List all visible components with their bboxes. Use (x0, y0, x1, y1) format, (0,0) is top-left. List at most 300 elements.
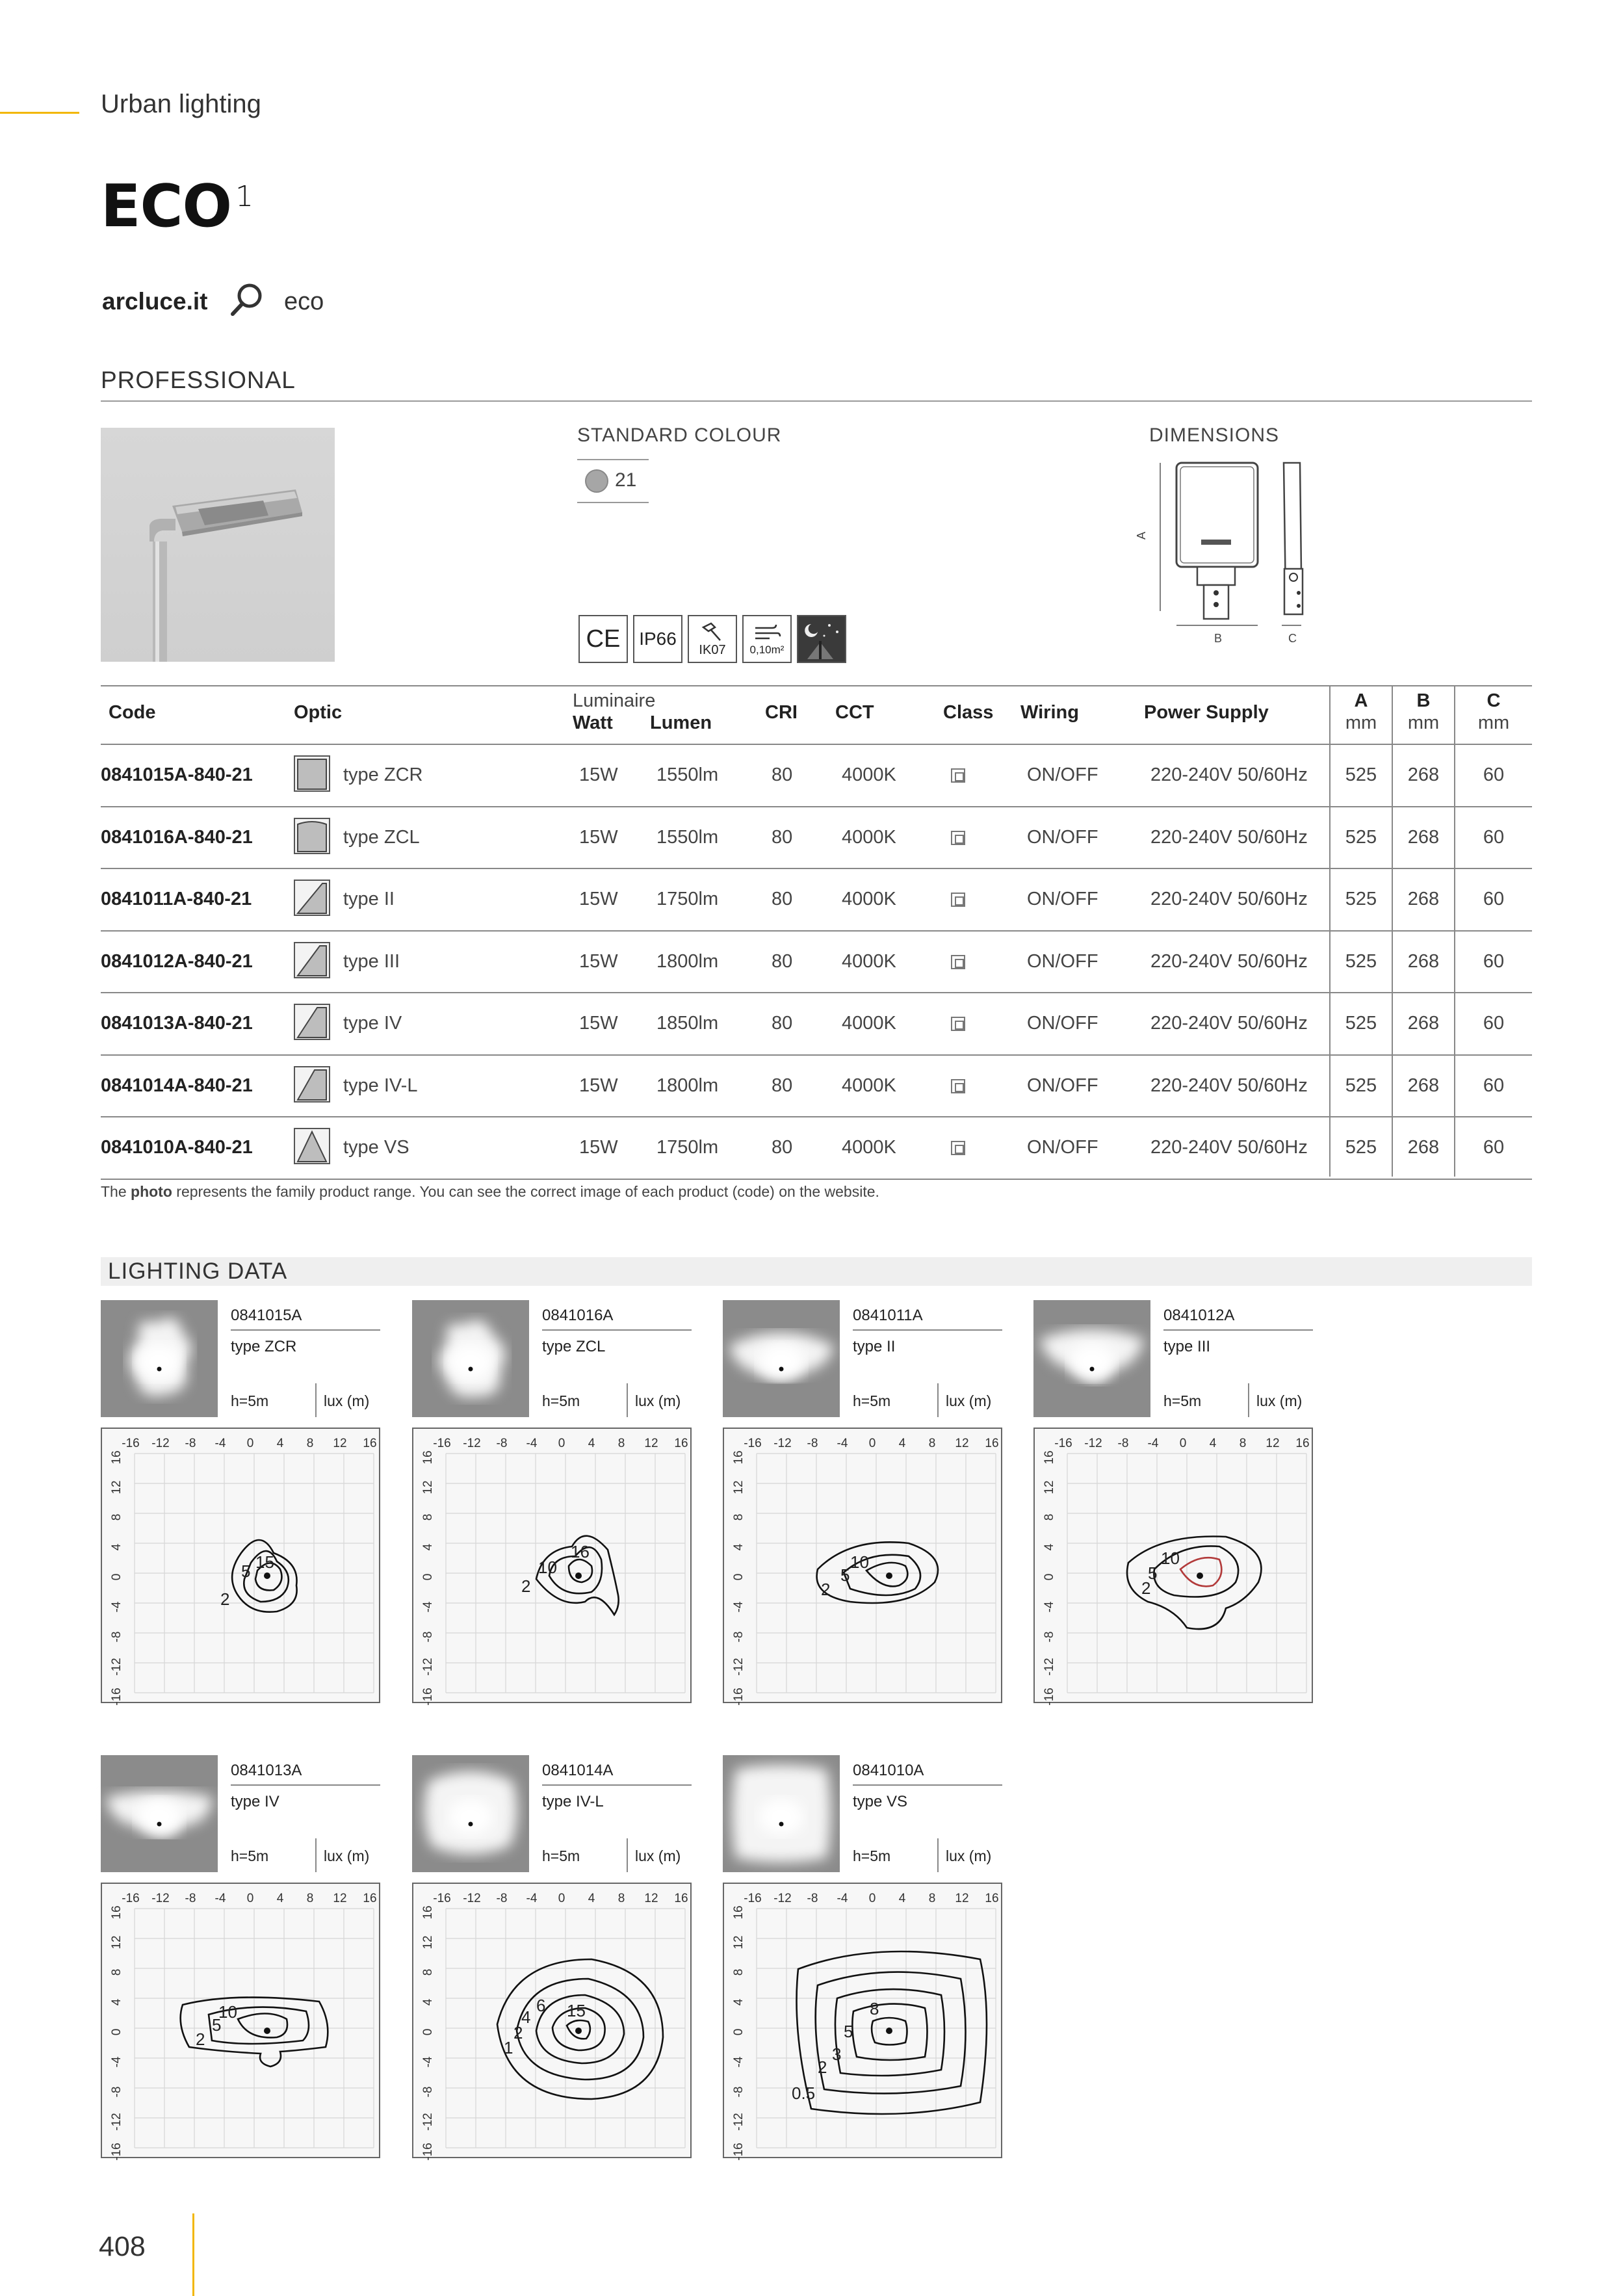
accent-rule (0, 112, 79, 114)
row-lumen: 1800lm (656, 950, 719, 972)
row-dim-c: 60 (1483, 1013, 1505, 1034)
contour-level-label: 2 (513, 2023, 523, 2042)
y-tick-label: 12 (421, 1480, 435, 1494)
light-distribution-thumbnail (412, 1300, 529, 1417)
y-tick-label: -8 (110, 1631, 123, 1643)
isolux-plot (723, 1883, 1002, 2161)
x-tick-label: -16 (744, 1437, 762, 1450)
x-tick-label: -12 (1084, 1437, 1102, 1450)
night-sky-icon (797, 615, 846, 663)
y-tick-label: 0 (110, 2028, 123, 2036)
row-wiring: ON/OFF (1027, 826, 1098, 848)
x-tick-label: 12 (644, 1892, 658, 1905)
card-divider (315, 1383, 317, 1417)
luminaire-position-marker (1197, 1572, 1203, 1579)
card-code: 0841012A (1163, 1307, 1235, 1324)
lighting-data-band (101, 1257, 1532, 1286)
ce-mark-icon (578, 615, 628, 663)
x-tick-label: -12 (463, 1892, 481, 1905)
contour-level-label: 15 (255, 1552, 274, 1572)
x-tick-label: 8 (928, 1892, 936, 1905)
x-tick-label: 16 (674, 1437, 688, 1450)
x-tick-label: 0 (868, 1892, 876, 1905)
contour-level-label: 10 (538, 1558, 557, 1577)
x-tick-label: -8 (185, 1437, 196, 1450)
y-tick-label: 16 (1043, 1450, 1056, 1465)
row-dim-a: 525 (1345, 826, 1377, 848)
contour-level-label: 5 (241, 1561, 251, 1581)
row-dim-b: 268 (1407, 950, 1440, 972)
y-tick-label: -8 (110, 2086, 123, 2098)
row-dim-a: 525 (1345, 1013, 1377, 1034)
contour-level-label: 16 (571, 1542, 590, 1561)
y-tick-label: 12 (421, 1935, 435, 1950)
header-optic: Optic (294, 702, 343, 723)
header-c: C (1487, 690, 1501, 711)
row-dim-b: 268 (1407, 889, 1440, 909)
row-wiring: ON/OFF (1027, 1075, 1098, 1096)
row-watt: 15W (579, 889, 618, 909)
row-dim-a: 525 (1345, 764, 1377, 785)
x-tick-label: -4 (837, 1437, 848, 1450)
lighting-card (1033, 1300, 1313, 1706)
class-ii-icon (951, 831, 965, 845)
card-divider (937, 1383, 939, 1417)
contour-level-label: 2 (196, 2029, 205, 2049)
row-code[interactable]: 0841011A-840-21 (101, 889, 252, 909)
row-dim-c: 60 (1483, 950, 1505, 972)
row-cct: 4000K (842, 889, 896, 909)
note-post: represents the family product range. You can see the correct image of each product (code) on the website. (172, 1183, 879, 1200)
row-cct: 4000K (842, 1075, 896, 1096)
card-type: type IV-L (542, 1793, 604, 1810)
card-code: 0841014A (542, 1762, 614, 1779)
y-tick-label: -12 (110, 2113, 123, 2131)
row-lumen: 1550lm (656, 826, 719, 848)
x-tick-label: 16 (1295, 1437, 1310, 1450)
dimension-a-label: A (1135, 531, 1148, 540)
header-b-unit: mm (1407, 712, 1440, 733)
row-lumen: 1550lm (656, 764, 719, 785)
y-tick-label: -12 (732, 1658, 746, 1676)
x-tick-label: -4 (526, 1437, 538, 1450)
x-tick-label: 8 (617, 1892, 625, 1905)
card-height: h=5m (542, 1392, 580, 1409)
dimension-c-label: C (1288, 632, 1297, 645)
wind-area-text: 0,10m² (749, 644, 785, 656)
contour-level-label: 4 (521, 2007, 531, 2027)
y-tick-label: -16 (421, 2143, 435, 2161)
row-code[interactable]: 0841010A-840-21 (101, 1137, 253, 1158)
y-tick-label: 8 (732, 1968, 746, 1976)
y-tick-label: -4 (110, 1601, 123, 1613)
card-rule (231, 1784, 380, 1786)
x-tick-label: -12 (773, 1437, 792, 1450)
header-luminaire: Luminaire (573, 690, 656, 711)
y-tick-label: 16 (110, 1450, 123, 1465)
header-class: Class (943, 702, 994, 723)
contour-level-label: 2 (818, 2057, 827, 2077)
header-c-unit: mm (1477, 712, 1510, 733)
y-tick-label: 4 (421, 1998, 435, 2006)
y-tick-label: 0 (421, 2028, 435, 2036)
x-tick-label: 0 (246, 1437, 254, 1450)
x-tick-label: 8 (306, 1437, 314, 1450)
card-code: 0841011A (853, 1307, 923, 1324)
card-divider (627, 1383, 628, 1417)
header-watt: Watt (573, 712, 613, 733)
row-code[interactable]: 0841012A-840-21 (101, 950, 253, 972)
x-tick-label: -4 (837, 1892, 848, 1905)
y-tick-label: 4 (1043, 1543, 1056, 1551)
card-height: h=5m (231, 1392, 269, 1409)
isolux-plot (412, 1428, 692, 1706)
x-tick-label: 16 (985, 1437, 999, 1450)
card-height: h=5m (1163, 1392, 1202, 1409)
card-type: type ZCL (542, 1338, 606, 1355)
y-tick-label: -16 (732, 1688, 746, 1706)
y-tick-label: 0 (732, 1573, 746, 1581)
dimension-drawing (1137, 455, 1319, 657)
x-tick-label: -12 (463, 1437, 481, 1450)
contour-level-label: 0.5 (792, 2083, 816, 2103)
y-tick-label: 16 (110, 1905, 123, 1920)
y-tick-label: 12 (110, 1480, 123, 1494)
optic-type-iii-icon (294, 942, 330, 978)
site-link[interactable]: arcluce.it (102, 288, 208, 315)
x-tick-label: 0 (246, 1892, 254, 1905)
row-wiring: ON/OFF (1027, 950, 1098, 972)
ce-mark-text: CE (586, 625, 621, 653)
card-rule (231, 1329, 380, 1331)
row-power-supply: 220-240V 50/60Hz (1150, 764, 1308, 785)
x-tick-label: 12 (333, 1892, 347, 1905)
y-tick-label: -4 (1043, 1601, 1056, 1613)
row-cct: 4000K (842, 1137, 896, 1158)
y-tick-label: -12 (110, 1658, 123, 1676)
y-tick-label: -8 (732, 2086, 746, 2098)
optic-zcr-icon (294, 755, 330, 792)
row-code[interactable]: 0841014A-840-21 (101, 1075, 253, 1096)
card-lux-label: lux (m) (635, 1392, 681, 1409)
y-tick-label: -12 (1043, 1658, 1056, 1676)
card-lux-label: lux (m) (946, 1847, 992, 1864)
row-wiring: ON/OFF (1027, 764, 1098, 785)
isolux-plot (723, 1428, 1002, 1706)
y-tick-label: 8 (732, 1513, 746, 1521)
row-watt: 15W (579, 1137, 618, 1158)
x-tick-label: 16 (363, 1437, 377, 1450)
row-power-supply: 220-240V 50/60Hz (1150, 1075, 1308, 1096)
row-dim-c: 60 (1483, 826, 1505, 848)
card-code: 0841016A (542, 1307, 614, 1324)
header-wiring: Wiring (1020, 702, 1079, 723)
y-tick-label: 8 (1043, 1513, 1056, 1521)
row-code[interactable]: 0841016A-840-21 (101, 826, 253, 848)
standard-colour-label: STANDARD COLOUR (577, 424, 782, 446)
x-tick-label: -4 (1147, 1437, 1159, 1450)
x-tick-label: -16 (1054, 1437, 1072, 1450)
card-lux-label: lux (m) (324, 1392, 370, 1409)
product-title (101, 172, 253, 241)
x-tick-label: 4 (1209, 1437, 1217, 1450)
y-tick-label: 12 (732, 1935, 746, 1950)
contour-level-label: 10 (218, 2002, 237, 2022)
row-watt: 15W (579, 764, 618, 785)
page-number: 408 (99, 2231, 146, 2262)
row-dim-c: 60 (1483, 764, 1505, 785)
wind-area-badge (742, 615, 792, 663)
class-ii-icon (951, 768, 965, 783)
row-cri: 80 (772, 950, 793, 972)
y-tick-label: 16 (421, 1450, 435, 1465)
footer-accent-rule (192, 2213, 194, 2296)
y-tick-label: -4 (732, 2056, 746, 2068)
x-tick-label: -8 (807, 1437, 818, 1450)
row-power-supply: 220-240V 50/60Hz (1150, 950, 1308, 972)
x-tick-label: 12 (644, 1437, 658, 1450)
lighting-card (723, 1300, 1002, 1706)
isolux-plot (101, 1883, 380, 2161)
card-code: 0841010A (853, 1762, 924, 1779)
y-tick-label: 4 (732, 1998, 746, 2006)
row-code[interactable]: 0841015A-840-21 (101, 764, 253, 785)
card-height: h=5m (231, 1847, 269, 1864)
lighting-card (412, 1300, 692, 1706)
y-tick-label: 0 (421, 1573, 435, 1581)
card-type: type III (1163, 1338, 1211, 1355)
contour-level-label: 2 (521, 1576, 531, 1596)
row-watt: 15W (579, 950, 618, 972)
x-tick-label: -8 (496, 1437, 508, 1450)
y-tick-label: 8 (110, 1513, 123, 1521)
luminaire-position-marker (575, 1572, 582, 1579)
class-ii-icon (951, 955, 965, 969)
row-lumen: 1850lm (656, 1013, 719, 1034)
row-lumen: 1750lm (656, 889, 719, 909)
card-lux-label: lux (m) (1256, 1392, 1303, 1409)
y-tick-label: 4 (110, 1998, 123, 2006)
x-tick-label: 4 (276, 1892, 284, 1905)
row-lumen: 1800lm (656, 1075, 719, 1096)
y-tick-label: 4 (732, 1543, 746, 1551)
search-term: eco (284, 288, 324, 315)
card-type: type ZCR (231, 1338, 297, 1355)
card-type: type II (853, 1338, 896, 1355)
contour-level-label: 2 (220, 1589, 230, 1609)
x-tick-label: -8 (807, 1892, 818, 1905)
row-optic-label: type III (343, 950, 400, 972)
x-tick-label: 8 (928, 1437, 936, 1450)
card-divider (627, 1838, 628, 1872)
row-watt: 15W (579, 826, 618, 848)
lighting-data-label: LIGHTING DATA (108, 1259, 288, 1284)
wind-icon (753, 621, 781, 644)
row-cct: 4000K (842, 1013, 896, 1034)
header-a: A (1354, 690, 1368, 711)
x-tick-label: 16 (363, 1892, 377, 1905)
row-rule (101, 1054, 1532, 1056)
row-dim-a: 525 (1345, 950, 1377, 972)
y-tick-label: 12 (1043, 1480, 1056, 1494)
row-dim-b: 268 (1407, 1137, 1440, 1158)
contour-level-label: 10 (850, 1552, 869, 1572)
y-tick-label: -8 (421, 2086, 435, 2098)
header-cri: CRI (765, 702, 798, 723)
card-height: h=5m (853, 1847, 891, 1864)
x-tick-label: -16 (744, 1892, 762, 1905)
row-optic-label: type II (343, 889, 395, 909)
row-rule (101, 1179, 1532, 1180)
row-rule (101, 868, 1532, 869)
card-type: type IV (231, 1793, 279, 1810)
search-icon (227, 281, 265, 319)
x-tick-label: 12 (1266, 1437, 1280, 1450)
optic-type-iv-l-icon (294, 1066, 330, 1102)
y-tick-label: 16 (732, 1450, 746, 1465)
row-dim-b: 268 (1407, 1013, 1440, 1034)
class-ii-icon (951, 893, 965, 907)
x-tick-label: 12 (955, 1437, 969, 1450)
x-tick-label: 16 (674, 1892, 688, 1905)
x-tick-label: 8 (1239, 1437, 1247, 1450)
ik-rating-badge (688, 615, 737, 663)
card-lux-label: lux (m) (635, 1847, 681, 1864)
contour-level-label: 5 (212, 2015, 222, 2035)
card-divider (1248, 1383, 1249, 1417)
card-rule (853, 1329, 1002, 1331)
y-tick-label: -16 (1043, 1688, 1056, 1706)
contour-level-label: 8 (870, 1999, 879, 2018)
header-b: B (1416, 690, 1431, 711)
hammer-icon (699, 621, 725, 643)
contour-level-label: 3 (832, 2044, 842, 2064)
header-cct: CCT (835, 702, 874, 723)
y-tick-label: 4 (110, 1543, 123, 1551)
row-cct: 4000K (842, 950, 896, 972)
row-dim-a: 525 (1345, 1137, 1377, 1158)
lighting-card (412, 1755, 692, 2161)
note-bold: photo (131, 1183, 172, 1200)
card-divider (937, 1838, 939, 1872)
light-distribution-thumbnail (723, 1755, 840, 1872)
section-label: PROFESSIONAL (101, 367, 296, 393)
product-title-text: ECO (101, 172, 232, 241)
note-pre: The (101, 1183, 131, 1200)
colour-code: 21 (615, 469, 637, 491)
row-code[interactable]: 0841013A-840-21 (101, 1013, 253, 1034)
y-tick-label: 0 (732, 2028, 746, 2036)
y-tick-label: 4 (421, 1543, 435, 1551)
class-ii-icon (951, 1079, 965, 1093)
luminaire-position-marker (886, 2028, 892, 2034)
card-code: 0841015A (231, 1307, 302, 1324)
row-dim-b: 268 (1407, 764, 1440, 785)
y-tick-label: -8 (732, 1631, 746, 1643)
isolux-plot (101, 1428, 380, 1706)
contour-level-label: 1 (504, 2038, 513, 2057)
dimensions-label: DIMENSIONS (1149, 424, 1280, 446)
y-tick-label: 0 (1043, 1573, 1056, 1581)
x-tick-label: 0 (558, 1437, 565, 1450)
row-cri: 80 (772, 1013, 793, 1034)
x-tick-label: -8 (496, 1892, 508, 1905)
y-tick-label: 0 (110, 1573, 123, 1581)
ik-rating-text: IK07 (699, 642, 726, 657)
light-distribution-thumbnail (412, 1755, 529, 1872)
x-tick-label: 8 (306, 1892, 314, 1905)
isolux-plot (412, 1883, 692, 2161)
row-rule (101, 1116, 1532, 1117)
contour-level-label: 10 (1161, 1548, 1180, 1568)
header-code: Code (109, 702, 156, 723)
contour-level-label: 5 (840, 1565, 850, 1585)
y-tick-label: -4 (421, 2056, 435, 2068)
header-lumen: Lumen (650, 712, 712, 733)
contour-level-label: 15 (567, 2001, 586, 2020)
light-distribution-thumbnail (723, 1300, 840, 1417)
row-optic-label: type IV (343, 1013, 402, 1034)
card-lux-label: lux (m) (324, 1847, 370, 1864)
y-tick-label: -8 (1043, 1631, 1056, 1643)
x-tick-label: -4 (214, 1892, 226, 1905)
x-tick-label: 8 (617, 1437, 625, 1450)
luminaire-position-marker (575, 2028, 582, 2034)
x-tick-label: 16 (985, 1892, 999, 1905)
row-rule (101, 930, 1532, 932)
y-tick-label: -16 (421, 1688, 435, 1706)
x-tick-label: -12 (773, 1892, 792, 1905)
optic-type-iv-icon (294, 1004, 330, 1040)
luminaire-position-marker (264, 2028, 270, 2034)
row-wiring: ON/OFF (1027, 1137, 1098, 1158)
x-tick-label: 12 (955, 1892, 969, 1905)
y-tick-label: 12 (110, 1935, 123, 1950)
section-rule (101, 400, 1532, 402)
row-cri: 80 (772, 826, 793, 848)
header-power-supply: Power Supply (1144, 702, 1269, 723)
colour-option (577, 459, 649, 503)
row-dim-a: 525 (1345, 889, 1377, 909)
card-rule (542, 1329, 692, 1331)
row-watt: 15W (579, 1075, 618, 1096)
y-tick-label: 8 (421, 1968, 435, 1976)
colour-swatch (585, 469, 608, 493)
class-ii-icon (951, 1017, 965, 1031)
row-rule (101, 992, 1532, 993)
row-cri: 80 (772, 1137, 793, 1158)
ip-rating-text: IP66 (639, 629, 677, 649)
dimension-b-label: B (1214, 632, 1223, 645)
row-cri: 80 (772, 1075, 793, 1096)
y-tick-label: -12 (732, 2113, 746, 2131)
card-type: type VS (853, 1793, 908, 1810)
card-divider (315, 1838, 317, 1872)
x-tick-label: 0 (1179, 1437, 1187, 1450)
card-lux-label: lux (m) (946, 1392, 992, 1409)
row-dim-b: 268 (1407, 1075, 1440, 1096)
row-rule (101, 806, 1532, 807)
light-distribution-thumbnail (101, 1300, 218, 1417)
y-tick-label: -8 (421, 1631, 435, 1643)
y-tick-label: -16 (110, 2143, 123, 2161)
x-tick-label: 4 (588, 1437, 595, 1450)
row-optic-label: type VS (343, 1137, 409, 1158)
row-power-supply: 220-240V 50/60Hz (1150, 1013, 1308, 1034)
ip-rating-badge (633, 615, 682, 663)
optic-type-ii-icon (294, 880, 330, 916)
x-tick-label: -16 (433, 1892, 451, 1905)
